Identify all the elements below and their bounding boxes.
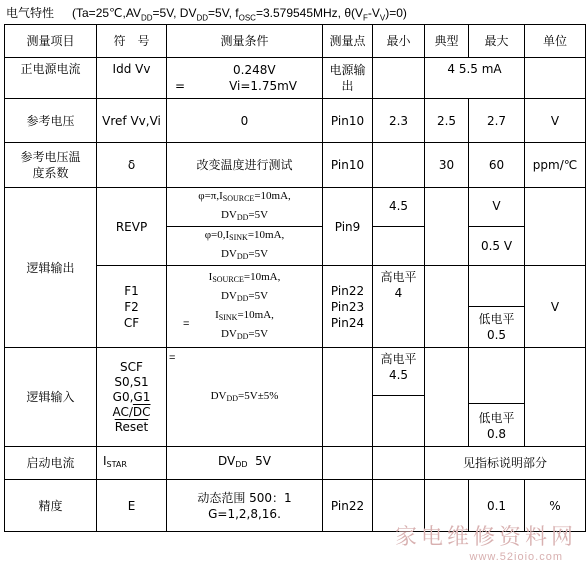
col-header: 测量项目 [5,25,97,58]
item-cell: 参考电压 [5,99,97,143]
table-row [5,480,586,532]
point-cell: 电源输出 [323,58,373,99]
item-cell: 正电源电流 [5,58,97,99]
condition-cell: 动态范围 500：1 G=1,2,8,16. [167,480,323,532]
col-header: 单位 [525,25,586,58]
col-header: 测量点 [323,25,373,58]
symbol-cell: E [97,480,167,532]
typ-cell: 4 5.5 mA [425,58,525,99]
table-row [5,58,586,99]
max-cell: 60 [469,143,525,188]
col-header: 典型 [425,25,469,58]
unit-cell [525,188,586,266]
table-row [5,447,586,480]
max-cell: V [469,188,525,227]
typ-cell [425,348,469,447]
typ-cell [425,188,469,266]
condition-cell: 0.248V = Vi=1.75mV [167,58,323,99]
item-cell: 启动电流 [5,447,97,480]
point-cell: Pin22 Pin23 Pin24 [323,266,373,348]
condition-cell: $DV_{DD}$ 5V [167,447,323,480]
item-cell: 精度 [5,480,97,532]
typ-cell [425,266,469,348]
min-cell: 4.5 [373,188,425,227]
table-row [5,143,586,188]
item-cell: 参考电压温度系数 [5,143,97,188]
min-cell [373,143,425,188]
max-cell: 0.5 V [469,227,525,266]
max-cell: 低电平 0.8 [469,348,525,447]
typ-cell [425,480,469,532]
max-cell: 0.1 [469,480,525,532]
table-row [5,348,586,447]
col-header: 最小 [373,25,425,58]
table-caption [6,4,407,22]
watermark-text: 家电维修资料网 [394,525,577,550]
watermark-url: www.52ioio.com [469,551,563,563]
condition-cell: 0 [167,99,323,143]
condition-cell: $\varphi=0,I_{SINK}=10mA$, $DV_{DD}=5V$ [167,227,323,266]
point-cell: Pin22 [323,480,373,532]
caption-conditions: ($Ta=25℃,AV_{DD}=5V$, $DV_{DD}=5V$, $f_{OSC}=3.579545MHz$, $\theta(V_F-V_V)=0$) [72,6,407,23]
item-cell: 逻辑输入 [5,348,97,447]
typ-cell: 30 [425,143,469,188]
symbol-cell: δ [97,143,167,188]
table-row [5,99,586,143]
typ-cell: 2.5 [425,99,469,143]
col-header: 测量条件 [167,25,323,58]
col-header: 最大 [469,25,525,58]
symbol-cell: SCF S0,S1 G0,G1 $AC/\overline{DC}$ Reset [97,348,167,447]
symbol-cell: $I_{STAR}$ [97,447,167,480]
unit-cell [525,348,586,447]
col-header: 符 号 [97,25,167,58]
caption-title: 电气特性 [6,6,55,20]
max-cell: 2.7 [469,99,525,143]
note-cell: 见指标说明部分 [425,447,586,480]
table-header-row [5,25,586,58]
condition-cell: = $I_{SOURCE}=10mA$, $DV_{DD}=5V$ $I_{SINK}=10mA$, $DV_{DD}=5V$ [167,266,323,348]
min-cell: 高电平 4 [373,266,425,348]
max-cell: 低电平 0.5 [469,266,525,348]
symbol-cell: Vref Vv,Vi [97,99,167,143]
electrical-characteristics-table [4,24,586,532]
point-cell [323,447,373,480]
unit-cell: V [525,266,586,348]
unit-cell: % [525,480,586,532]
point-cell: Pin10 [323,143,373,188]
min-cell [373,447,425,480]
point-cell [323,348,373,447]
point-cell: Pin10 [323,99,373,143]
min-cell: 高电平 4.5 [373,348,425,447]
unit-cell [525,58,586,99]
min-cell [373,480,425,532]
point-cell: Pin9 [323,188,373,266]
symbol-cell: F1 F2 CF [97,266,167,348]
min-cell: 2.3 [373,99,425,143]
item-cell: 逻辑输出 [5,188,97,348]
min-cell [373,58,425,99]
condition-cell: = $DV_{DD}=5V\pm 5\%$ [167,348,323,447]
condition-cell: $\varphi=\pi,I_{SOURCE}=10mA$, $DV_{DD}=5V$ [167,188,323,227]
table-row [5,188,586,227]
unit-cell: V [525,99,586,143]
symbol-cell: Idd Vv [97,58,167,99]
symbol-cell: REVP [97,188,167,266]
min-cell [373,227,425,266]
condition-cell: 改变温度进行测试 [167,143,323,188]
unit-cell: ppm/℃ [525,143,586,188]
